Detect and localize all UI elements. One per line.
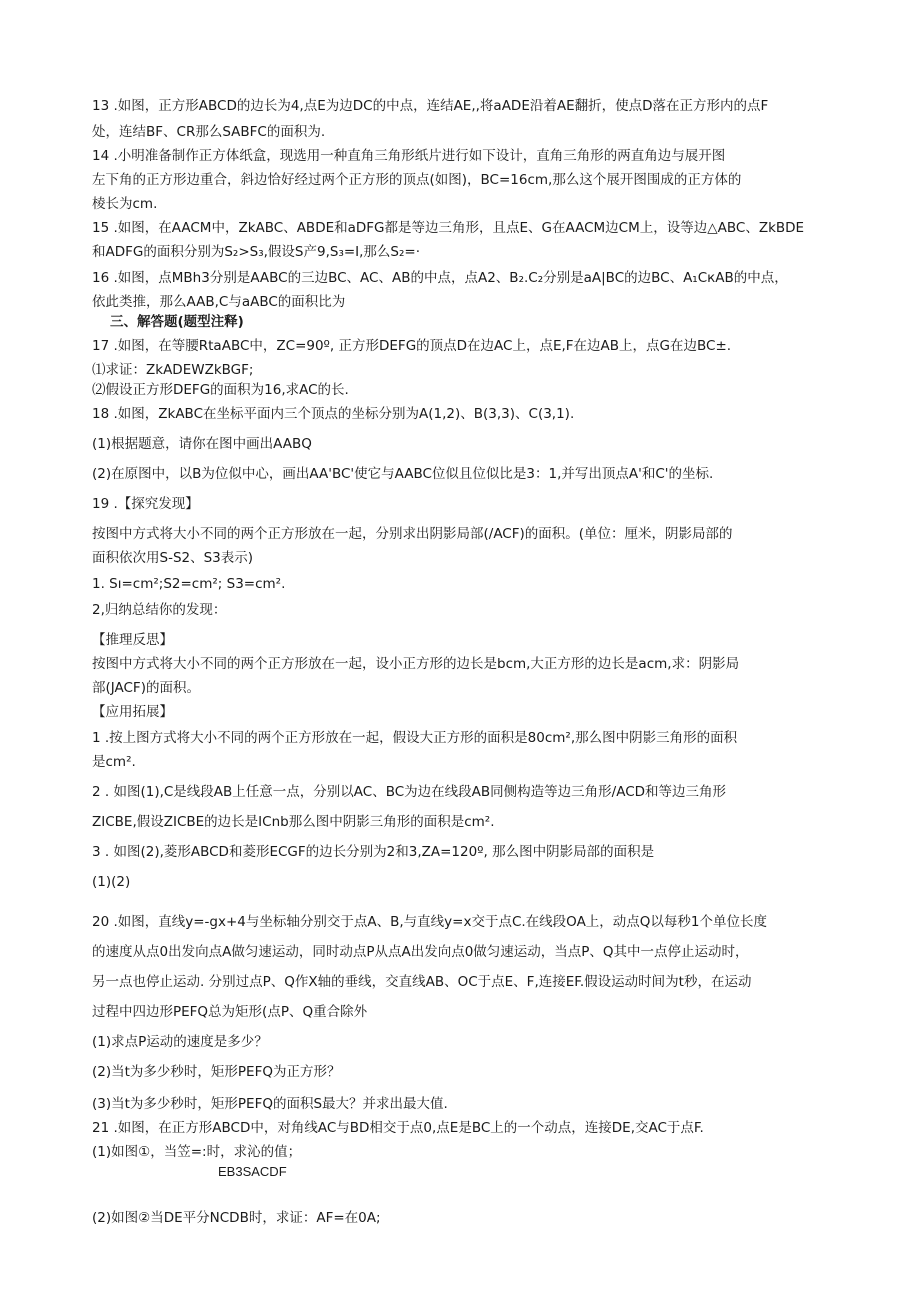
q13-line-2: 处，连结BF、CR那么SABFC的面积为.	[92, 124, 326, 140]
q21-line-1: 21 .如图，在正方形ABCD中，对角线AC与BD相交于点0,点E是BC上的一个动点，连接DE,交AC于点F.	[92, 1120, 704, 1136]
q20-line-4: 过程中四边形PEFQ总为矩形(点P、Q重合除外	[92, 1004, 368, 1020]
section-heading: 三、解答题(题型注释)	[110, 314, 244, 330]
q19-ext1-line-2: 是cm².	[92, 754, 136, 770]
q17-part-2: ⑵假设正方形DEFG的面积为16,求AC的长.	[92, 382, 349, 398]
q19-reflection-line-1: 按图中方式将大小不同的两个正方形放在一起，设小正方形的边长是bcm,大正方形的边长是acm,求：阴影局	[92, 656, 740, 672]
q20-line-3: 另一点也停止运动. 分别过点P、Q作X轴的垂线，交直线AB、OC于点E、F,连接EF.假设运动时间为t秒，在运动	[92, 974, 752, 990]
q19-ext2-line-2: ZICBE,假设ZICBE的边长是ICnb那么图中阴影三角形的面积是cm².	[92, 814, 495, 830]
q18-line-1: 18 .如图，ZkABC在坐标平面内三个顶点的坐标分别为A(1,2)、B(3,3)、C(3,1).	[92, 406, 575, 422]
q20-part-1: (1)求点P运动的速度是多少？	[92, 1034, 268, 1050]
q16-line-2: 依此类推，那么AAB,C与aABC的面积比为	[92, 294, 346, 310]
q19-summary: 2,归纳总结你的发现：	[92, 602, 227, 618]
q14-line-3: 棱长为cm.	[92, 196, 158, 212]
q21-part-2: (2)如图②当DE平分NCDB时，求证：AF=在0A;	[92, 1210, 381, 1226]
q19-ext1-line-1: 1 .按上图方式将大小不同的两个正方形放在一起，假设大正方形的面积是80cm²,那么图中阴影三角形的面积	[92, 730, 738, 746]
q19-ext3-line-1: 3 . 如图(2),菱形ABCD和菱形ECGF的边长分别为2和3,ZA=120º, 那么图中阴影局部的面积是	[92, 844, 655, 860]
q20-part-3: (3)当t为多少秒时，矩形PEFQ的面积S最大？并求出最大值.	[92, 1096, 448, 1112]
q19-extension-heading: 【应用拓展】	[92, 704, 173, 720]
q18-part-1: (1)根据题意，请你在图中画出AABQ	[92, 436, 312, 452]
q19-heading: 19 .【探究发现】	[92, 496, 199, 512]
q17-part-1: ⑴求证：ZkADEWZkBGF;	[92, 362, 254, 378]
q20-line-1: 20 .如图，直线y=-gx+4与坐标轴分别交于点A、B,与直线y=x交于点C.在线段OA上，动点Q以每秒1个单位长度	[92, 914, 768, 930]
q19-figure-labels: (1)(2)	[92, 874, 131, 890]
q16-line-1: 16 .如图，点MBh3分别是AABC的三边BC、AC、AB的中点，点A2、B₂.C₂分别是aA|BC的边BC、A₁CкAB的中点，	[92, 270, 788, 286]
q19-ext2-line-1: 2 . 如图(1),C是线段AB上任意一点，分别以AC、BC为边在线段AB同侧构造等边三角形/ACD和等边三角形	[92, 784, 727, 800]
q19-answers: 1. Sı=cm²;S2=cm²; S3=cm².	[92, 576, 286, 592]
q15-line-2: 和ADFG的面积分别为S₂>S₃,假设S产9,S₃=I,那么S₂=·	[92, 244, 421, 260]
q19-reflection-line-2: 部(JACF)的面积。	[92, 680, 200, 696]
q15-line-1: 15 .如图，在AACM中，ZkABC、ABDE和aDFG都是等边三角形，且点E、G在AACM边CM上，设等边△ABC、ZkBDE	[92, 220, 805, 236]
q19-line-1: 按图中方式将大小不同的两个正方形放在一起，分别求出阴影局部(/ACF)的面积。(单位：厘米，阴影局部的	[92, 526, 733, 542]
q21-part-1: (1)如图①，当笠=:时，求沁的值；	[92, 1144, 302, 1160]
q19-reflection-heading: 【推理反思】	[92, 632, 173, 648]
q14-line-2: 左下角的正方形边重合，斜边恰好经过两个正方形的顶点(如图)，BC=16cm,那么这个展开图围成的正方体的	[92, 172, 742, 188]
q20-line-2: 的速度从点0出发向点A做匀速运动，同时动点P从点A出发向点0做匀速运动，当点P、Q其中一点停止运动时，	[92, 944, 749, 960]
q21-fraction-labels: EB3SACDF	[218, 1164, 287, 1179]
q20-part-2: (2)当t为多少秒时，矩形PEFQ为正方形？	[92, 1064, 341, 1080]
q17-line-1: 17 .如图，在等腰RtaABC中，ZC=90º, 正方形DEFG的顶点D在边AC上，点E,F在边AB上，点G在边BC±.	[92, 338, 732, 354]
document-page	[92, 96, 832, 1228]
q14-line-1: 14 .小明准备制作正方体纸盒，现选用一种直角三角形纸片进行如下设计，直角三角形的两直角边与展开图	[92, 148, 726, 164]
q13-line-1: 13 .如图，正方形ABCD的边长为4,点E为边DC的中点，连结AE,,将aADE沿着AE翻折，使点D落在正方形内的点F	[92, 98, 769, 114]
q19-line-2: 面积依次用S-S2、S3表示)	[92, 550, 254, 566]
q18-part-2: (2)在原图中，以B为位似中心，画出AA'BC'使它与AABC位似且位似比是3：1,并写出顶点A'和C'的坐标.	[92, 466, 714, 482]
